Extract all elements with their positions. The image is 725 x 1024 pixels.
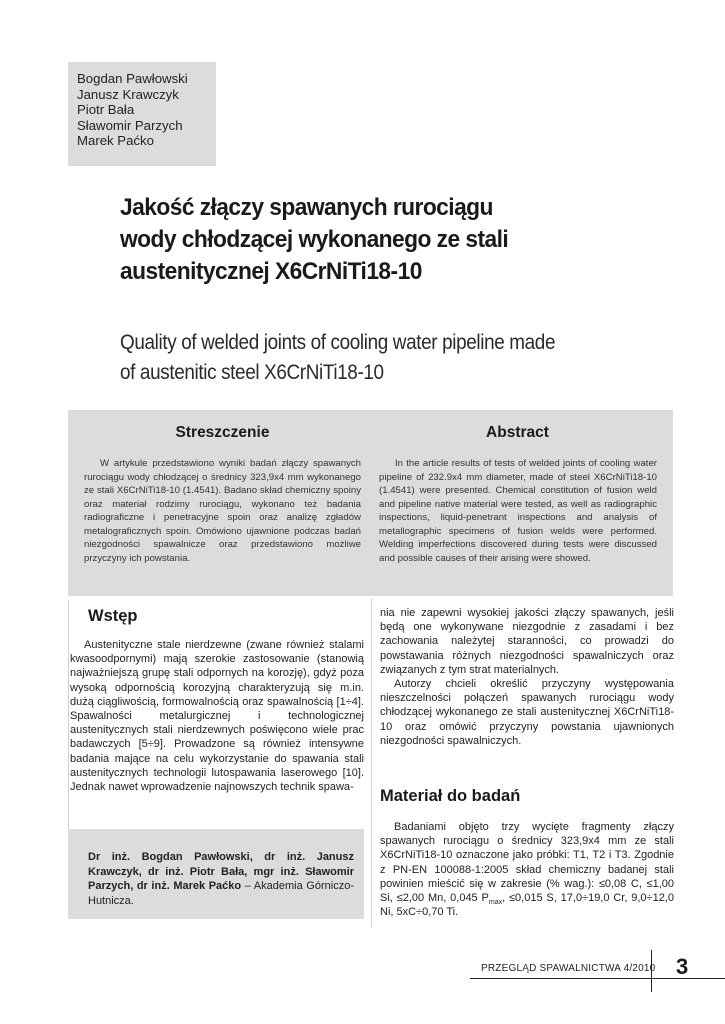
column-rule-middle — [371, 598, 372, 928]
wstep-paragraph: Autorzy chcieli określić przyczyny występowania nieszczelności połączeń spawanych rurociągu wody chłodzącej wykonanego ze stali austenitycznej X6CrNiTi18-10 oraz omówić przyczyny powstania ujawnionych niezgodności spawalniczych. — [380, 678, 674, 747]
author-name: Sławomir Parzych — [77, 117, 183, 133]
abstract-heading: Abstract — [486, 424, 549, 441]
wstep-paragraph: Austenityczne stale nierdzewne (zwane również stalami kwasoodpornymi) mają szerokie zastosowanie (stanowią najważniejszą grupę stali odpornych na korozję), gdyż poza wysoką odpornością korozyjną charakteryzują się m.in. dużą ciągliwością, formowalnością oraz spawalnością [1÷4]. Spawalności metalurgicznej i technologicznej austenitycznych stali nierdzewnych poświęcono wiele prac badawczych [5÷9]. Prowadzone są również intensywne badania mające na celu wykorzystanie do spawania stali austenitycznych technologii lutospawania laserowego [10]. Jednak nawet wprowadzenie najnowszych technik spawa- — [70, 639, 364, 794]
material-body — [380, 820, 674, 919]
section-heading-material: Materiał do badań — [380, 787, 521, 805]
title-english-line: of austenitic steel X6CrNiTi18-10 — [120, 361, 384, 384]
title-polish — [120, 192, 641, 288]
page-number: 3 — [676, 954, 689, 979]
abstract-text: In the article results of tests of welded joints of cooling water pipeline of 232.9x4 mm diameter, made of steel X6CrNiTi18-10 (1.4541) were presented. Chemical constitution of fusion weld and pipeline native material were tested, as well as radiographic inspections, liquid-penetrant inspections and analysis of metallographic specimens of fusion welds were performed. Welding imperfections discovered during tests were discussed and possible causes of their arising were showed. — [379, 458, 657, 564]
column-rule-left — [68, 600, 69, 829]
title-english-line: Quality of welded joints of cooling water pipeline made — [120, 331, 556, 354]
author-name: Piotr Bała — [77, 102, 135, 118]
title-english — [120, 328, 660, 388]
title-polish-line: wody chłodzącej wykonanego ze stali — [120, 226, 509, 253]
material-subscript: max — [488, 899, 503, 907]
material-text: Badaniami objęto trzy wycięte fragmenty złączy spawanych rurociągu o średnicy 323,9x4 mm ze stali X6CrNiTi18-10 oznaczone jako próbki: T1, T2 i T3. Zgodnie z PN-EN 100088-1:2005 skład chemiczny badanej stali powinien mieścić się w zakresie (% wag.): ≤0,08 C, ≤1,00 Si, ≤2,00 Mn, 0,045 P — [380, 821, 674, 905]
streszczenie-text: W artykule przedstawiono wyniki badań złączy spawanych rurociągu wody chłodzącej o średnicy 323,9x4 mm wykonanego ze stali X6CrNiTi18-10 (1.4541). Badano skład chemiczny spoiny oraz materiał rodzimy rurociągu, wykonano też badania radiograficzne i penetracyjne spoin oraz analizę zgładów metalograficznych spoin. Omówiono ujawnione podczas badań niezgodności spawalnicze oraz przedstawiono możliwe przyczyny ich powstania. — [84, 458, 361, 564]
material-paragraph — [380, 820, 674, 919]
title-polish-line: Jakość złączy spawanych rurociągu — [120, 194, 493, 221]
wstep-body-right — [380, 606, 674, 748]
affiliation-box — [68, 829, 364, 919]
author-name: Bogdan Pawłowski — [77, 71, 188, 86]
affiliation-names: Dr inż. Bogdan Pawłowski, dr inż. Janusz Krawczyk, dr inż. Piotr Bała, mgr inż. Sławomir Parzych, dr inż. Marek Paćko — [88, 851, 354, 893]
streszczenie-heading: Streszczenie — [175, 424, 270, 441]
author-name: Janusz Krawczyk — [77, 86, 179, 102]
wstep-paragraph-continued: nia nie zapewni wysokiej jakości złączy spawanych, jeśli będą one wykonywane niezgodnie z zasadami i bez zachowania należytej staranności, co prowadzi do powstawania różnych niezgodności spawalniczych oraz związanych z tym strat materialnych. — [380, 607, 674, 676]
section-heading-wstep: Wstęp — [88, 607, 138, 625]
title-polish-line: austenitycznej X6CrNiTi18-10 — [120, 258, 422, 285]
affiliation-institution: – Akademia Górniczo-Hutnicza. — [88, 880, 354, 907]
authors-box — [68, 62, 216, 166]
wstep-body-left — [70, 638, 364, 794]
author-name: Marek Paćko — [77, 133, 154, 149]
material-text-end: , ≤0,015 S, 17,0÷19,0 Cr, 9,0÷12,0 Ni, 5xC÷0,70 Ti. — [380, 892, 674, 919]
journal-footer: PRZEGLĄD SPAWALNICTWA 4/2010 — [481, 963, 656, 974]
